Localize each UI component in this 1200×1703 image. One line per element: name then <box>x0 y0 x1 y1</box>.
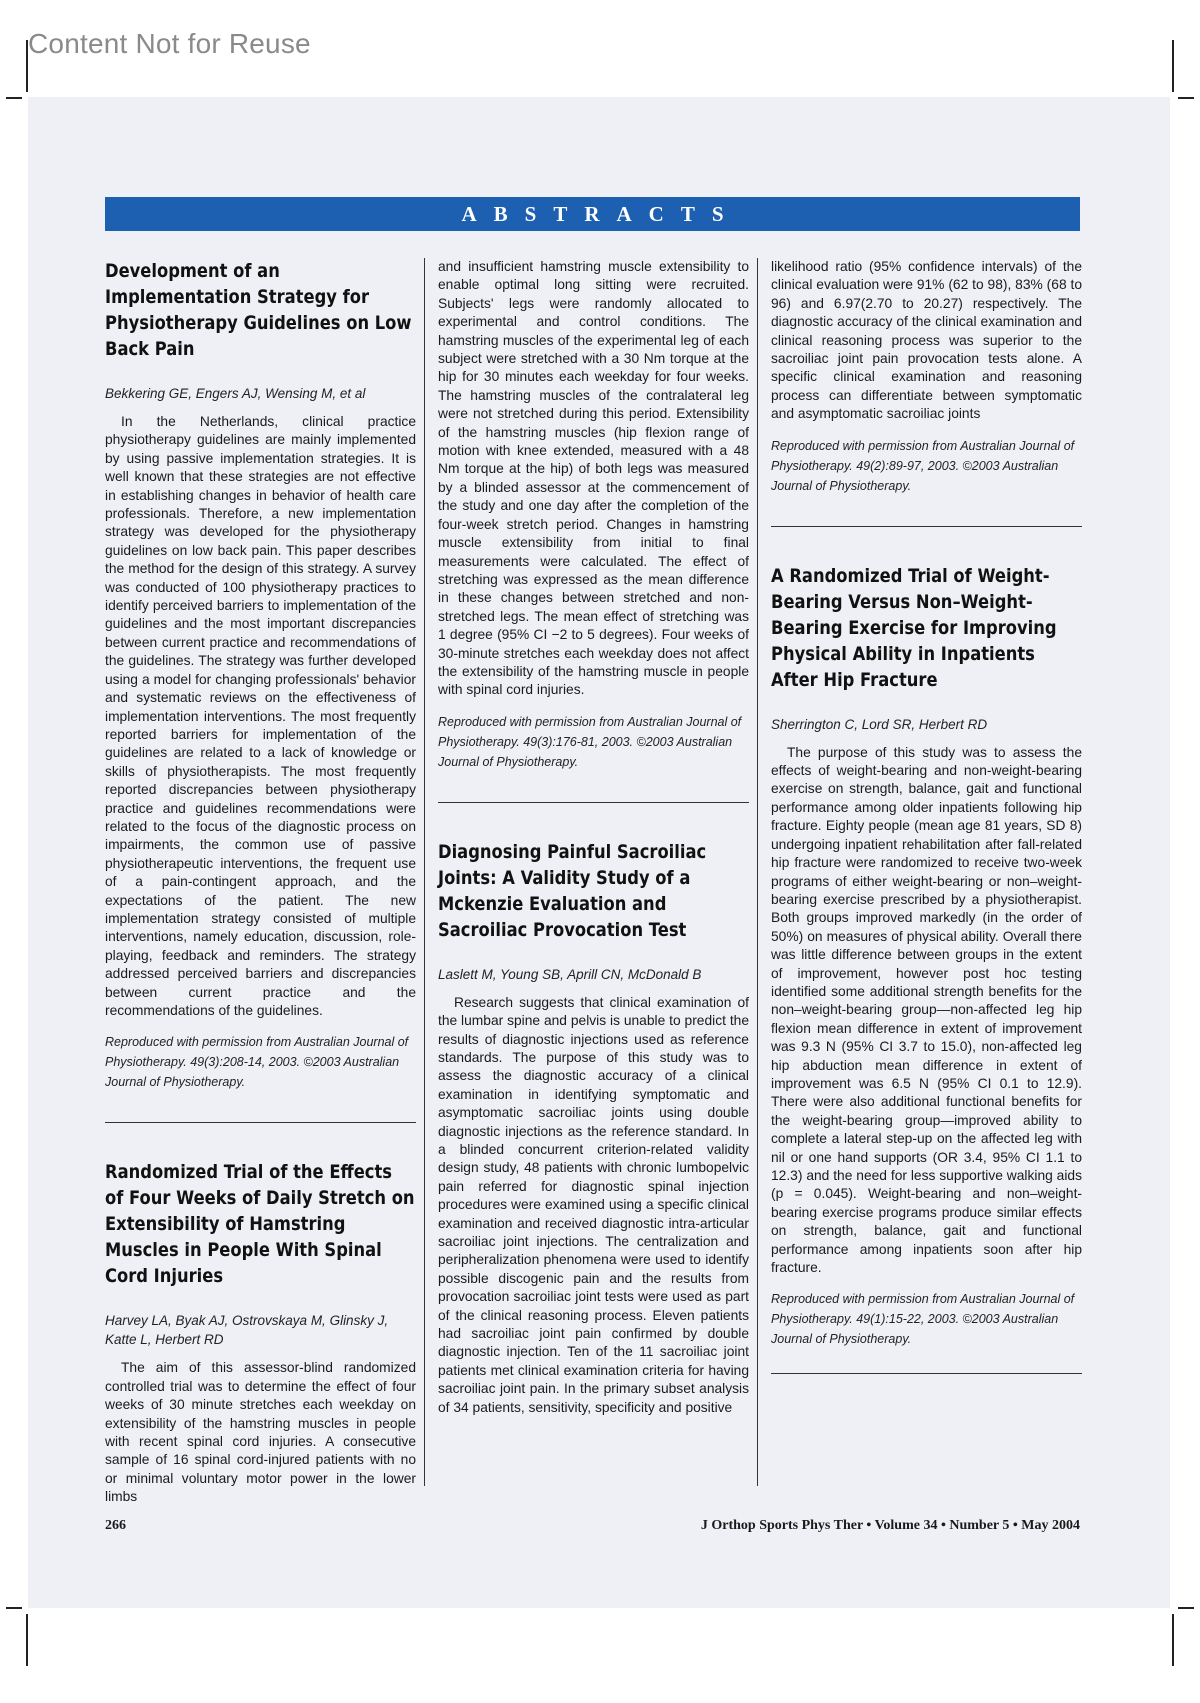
column-rule-2 <box>757 258 758 1486</box>
article-1 <box>105 258 416 1092</box>
article-3-continued <box>771 258 1082 496</box>
article-abstract-part-1: Research suggests that clinical examination of the lumbar spine and pelvis is unable to predict the results of diagnostic injections used as reference standards. The purpose of this study was to assess the diagnostic accuracy of a clinical examination in identifying symptomatic and asymptomatic sacroiliac joints using double diagnostic injections as the reference standard. In a blinded concurrent criterion-related validity design study, 48 patients with chronic lumbopelvic pain referred for diagnostic spinal injection procedures were examined using a specific clinical examination and received diagnostic intra-articular sacroiliac joint injections. The centralization and peripheralization phenomena were used to identify possible discogenic pain and the results from provocation sacroiliac joint tests were used as part of the clinical reasoning process. Eleven patients had sacroiliac joint pain confirmed by double diagnostic injection. Ten of the 11 sacroiliac joint patients met clinical examination criteria for having sacroiliac joint pain. In the primary subset analysis of 34 patients, sensitivity, specificity and positive <box>438 994 749 1415</box>
article-2-continued <box>438 258 749 772</box>
column-3 <box>771 258 1082 1488</box>
article-title: Diagnosing Painful Sacroiliac Joints: A Validity Study of a Mckenzie Evaluation and Sacroiliac Provocation Test <box>438 840 707 941</box>
article-2 <box>105 1159 416 1506</box>
article-reproduction-note: Reproduced with permission from Australian Journal of Physiotherapy. 49(1):15-22, 2003. ©2003 Australian Journal of Physiotherapy. <box>771 1292 1075 1347</box>
article-reproduction-note: Reproduced with permission from Australian Journal of Physiotherapy. 49(2):89-97, 2003. ©2003 Australian Journal of Physiotherapy. <box>771 438 1075 493</box>
journal-citation: J Orthop Sports Phys Ther • Volume 34 • Number 5 • May 2004 <box>700 1518 1080 1533</box>
article-separator <box>771 526 1082 527</box>
article-title: A Randomized Trial of Weight-Bearing Versus Non–Weight-Bearing Exercise for Improving Physical Ability in Inpatients After Hip Fracture <box>771 564 1057 691</box>
column-2 <box>438 258 749 1488</box>
article-authors: Laslett M, Young SB, Aprill CN, McDonald B <box>438 966 702 982</box>
crop-mark-bottom-right <box>1172 1614 1174 1666</box>
column-rule-1 <box>424 258 425 1486</box>
watermark: Content Not for Reuse <box>28 28 311 59</box>
crop-mark-top-right <box>1172 40 1174 92</box>
article-4 <box>771 563 1082 1350</box>
abstracts-banner: ABSTRACTS <box>105 197 1080 231</box>
crop-mark-top-right-h <box>1178 97 1194 99</box>
crop-mark-top-left-h <box>6 97 22 99</box>
crop-mark-bottom-left <box>26 1614 28 1666</box>
article-abstract-part-1: The aim of this assessor-blind randomized controlled trial was to determine the effect of four weeks of 30 minute stretches each weekday on extensibility of the hamstring muscles in people with recent spinal cord injuries. A consecutive sample of 16 spinal cord-injured patients with no or minimal voluntary motor power in the lower limbs <box>105 1360 416 1505</box>
article-3 <box>438 839 749 1417</box>
crop-mark-bottom-right-h <box>1178 1607 1194 1609</box>
article-authors: Bekkering GE, Engers AJ, Wensing M, et al <box>105 386 366 401</box>
article-reproduction-note: Reproduced with permission from Australian Journal of Physiotherapy. 49(3):208-14, 2003. ©2003 Australian Journal of Physiotherapy. <box>105 1035 409 1090</box>
article-authors: Sherrington C, Lord SR, Herbert RD <box>771 716 988 732</box>
article-separator <box>438 802 749 803</box>
article-abstract: In the Netherlands, clinical practice physiotherapy guidelines are mainly implemented by using passive implementation strategies. It is well known that these strategies are not effective in establishing changes in behavior of health care professionals. Therefore, a new implementation strategy was developed for the physiotherapy guidelines on low back pain. This paper describes the method for the design of this strategy. A survey was conducted of 100 physiotherapy practices to identify perceived barriers to implementation of the guidelines and the most important discrepancies between current practice and recommendations of the guidelines. The strategy was further developed using a model for changing professionals' behavior and systematic reviews on the effectiveness of implementation interventions. The most frequently reported barriers for implementation of the guidelines are related to a lack of knowledge or skills of physiotherapists. The most frequently reported discrepancies between physiotherapy practice and guidelines recommendations were related to the focus of the diagnostic process on impairments, the common use of passive physiotherapeutic interventions, the frequent use of a pain-contingent approach, and the expectations of the patient. The new implementation strategy consisted of multiple interventions, namely education, discussion, role-playing, feedback and reminders. The strategy addressed perceived barriers and discrepancies between current practice and the recommendations of the guidelines. <box>105 414 416 1018</box>
article-authors: Harvey LA, Byak AJ, Ostrovskaya M, Glinsky J, Katte L, Herbert RD <box>105 1313 389 1348</box>
page-number: 266 <box>105 1518 126 1533</box>
article-abstract-part-2: likelihood ratio (95% confidence intervals) of the clinical evaluation were 91% (62 to 98), 83% (68 to 96) and 6.97(2.70 to 20.27) respectively. The diagnostic accuracy of the clinical examination and clinical reasoning process was superior to the sacroiliac joint pain provocation tests alone. A specific clinical examination and reasoning process can differentiate between symptomatic and asymptomatic sacroiliac joints <box>771 259 1082 422</box>
crop-mark-bottom-left-h <box>6 1607 22 1609</box>
crop-mark-top-left <box>26 40 28 92</box>
column-1 <box>105 258 416 1505</box>
article-separator <box>105 1122 416 1123</box>
article-reproduction-note: Reproduced with permission from Australian Journal of Physiotherapy. 49(3):176-81, 2003. ©2003 Australian Journal of Physiotherapy. <box>438 714 742 769</box>
article-title: Development of an Implementation Strategy for Physiotherapy Guidelines on Low Back Pain <box>105 260 412 360</box>
article-title: Randomized Trial of the Effects of Four Weeks of Daily Stretch on Extensibility of Hamstring Muscles in People With Spinal Cord Injuries <box>105 1161 415 1288</box>
article-abstract: The purpose of this study was to assess the effects of weight-bearing and non-weight-bearing exercise on strength, balance, gait and functional performance among older inpatients following hip fracture. Eighty people (mean age 81 years, SD 8) undergoing inpatient rehabilitation after fall-related hip fracture were randomized to receive two-week programs of either weight-bearing or non–weight-bearing exercise prescribed by a physiotherapist. Both groups improved markedly (in the order of 50%) on measures of physical ability. Overall there was little difference between groups in the extent of improvement, however post hoc testing identified some additional strength benefits for the non–weight-bearing group—non-affected leg hip flexion mean difference in extent of improvement was 9.3 N (95% CI 3.7 to 15.0), non-affected leg hip abduction mean difference in extent of improvement was 6.5 N (95% CI 0.1 to 12.9). There were also additional functional benefits for the weight-bearing group—improved ability to complete a lateral step-up on the affected leg with nil or one hand supports (OR 3.4, 95% CI 1.1 to 12.3) and the need for less supportive walking aids (p = 0.045). Weight-bearing and non–weight-bearing exercise programs produce similar effects on strength, balance, gait and functional performance among inpatients soon after hip fracture. <box>771 744 1082 1276</box>
article-separator <box>771 1373 1082 1374</box>
article-abstract-part-2: and insufficient hamstring muscle extensibility to enable optimal long sitting were recruited. Subjects' legs were randomly allocated to experimental and control conditions. The hamstring muscles of the experimental leg of each subject were stretched with a 30 Nm torque at the hip for 30 minutes each weekday for four weeks. The hamstring muscles of the contralateral leg were not stretched during this period. Extensibility of the hamstring muscles (hip flexion range of motion with knee extended, measured with a 48 Nm torque at the hip) of both legs was measured by a blinded assessor at the commencement of the study and one day after the completion of the four-week stretch period. Changes in hamstring muscle extensibility from initial to final measurements were calculated. The effect of stretching was expressed as the mean difference in these changes between stretched and non-stretched legs. The mean effect of stretching was 1 degree (95% CI −2 to 5 degrees). Four weeks of 30-minute stretches each weekday does not affect the extensibility of the hamstring muscle in people with spinal cord injuries. <box>438 259 749 698</box>
